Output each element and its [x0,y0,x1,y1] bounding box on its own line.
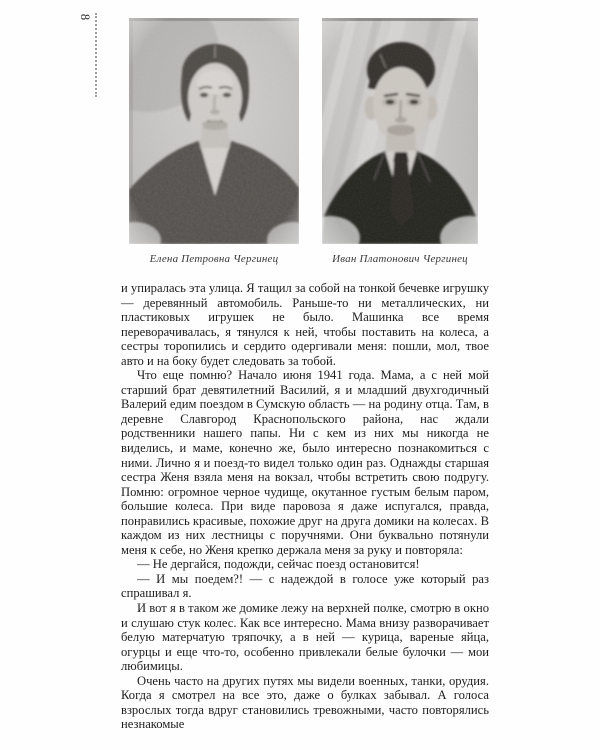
body-paragraph: и упиралась эта улица. Я тащил за собой на тонкой бечевке игрушку — деревянный автомобиль. Раньше-то ни металлических, ни пластиковых игрушек не было. Машинка все время переворачивалась, я тянулся к ней, чтобы поставить на колеса, а сестры торопились и сердито одергивали меня: пошли, мол, твое авто и на боку будет следовать за тобой. [121,281,489,368]
body-paragraph: Что еще помню? Начало июня 1941 года. Мама, а с ней мой старший брат девятилетний Василий, я и младший двухгодичный Валерий едим поездом в Сумскую область — на родину отца. Там, в деревне Славгород Краснопольского района, нас ждали родственники нашего папы. Ни с кем из них мы никогда не виделись, и маме, конечно же, было интересно познакомиться с ними. Лично я и поезд-то видел только один раз. Однажды старшая сестра Женя взяла меня на вокзал, чтобы встретить свою подругу. Помню: огромное черное чудище, окутанное густым белым паром, большие колеса. При виде паровоза я даже испугался, правда, понравились красивые, похожие друг на друга домики на колесах. В каждом из них лестницы с поручнями. Они буквально потянули меня к себе, но Женя крепко держала меня за руку и повторяла: [121,368,489,557]
body-text [121,281,489,732]
dialogue-line: — И мы поедем?! — с надеждой в голосе уже который раз спрашивал я. [121,571,489,601]
woman-portrait-image [129,18,299,244]
photo-portrait-left [129,18,299,265]
page-number: 8 [78,13,92,21]
body-paragraph: И вот я в таком же домике лежу на верхней полке, смотрю в окно и слушаю стук колес. Как все интересно. Мама внизу разворачивает белую матерчатую тряпочку, а в ней — курица, вареные яйца, огурцы и еще что-то, особенно привлекали белые булочки — мои любимицы. [121,601,489,674]
dialogue-line: — Не дергайся, подожди, сейчас поезд остановится! [137,557,420,572]
man-portrait-image [322,18,478,244]
photo-caption-left: Елена Петровна Чергинец [149,253,279,265]
body-paragraph: Очень часто на других путях мы видели военных, танки, орудия. Когда я смотрел на все это, даже о булках забывал. А голоса взрослых тогда вдруг становились тревожными, часто повторялись незнакомые [121,673,489,732]
margin-dotted-rule [95,13,97,97]
photo-portrait-right [322,18,478,265]
photo-caption-right: Иван Платонович Чергинец [332,253,468,265]
